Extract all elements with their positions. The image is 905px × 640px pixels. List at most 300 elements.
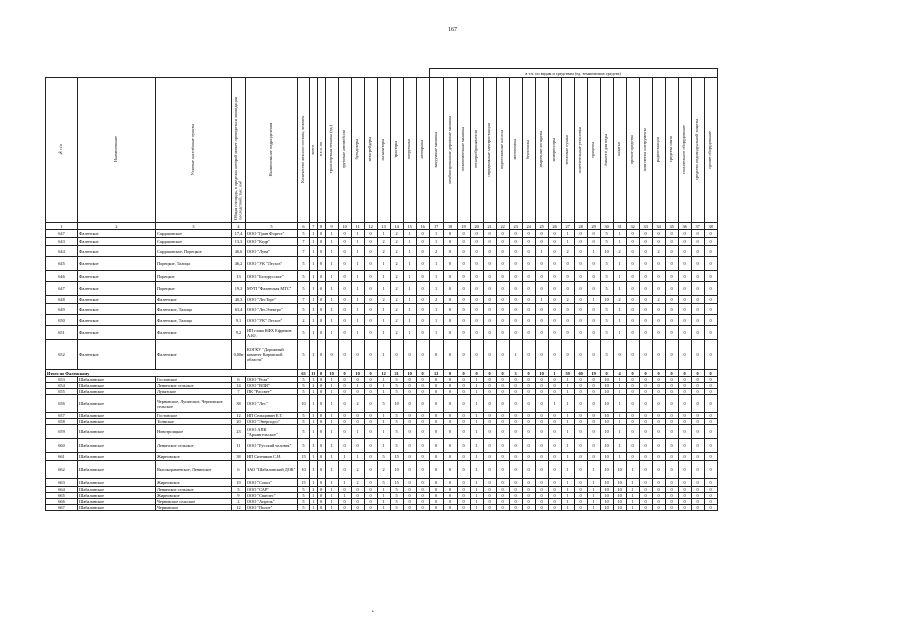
column-header-label: комбинированные дорожные машины bbox=[446, 115, 452, 184]
cell-value: 0 bbox=[652, 395, 665, 413]
cell-value: 0 bbox=[317, 296, 325, 304]
cell-value: 0 bbox=[416, 296, 429, 304]
column-header-3 bbox=[156, 78, 232, 223]
cell-area: 5 bbox=[232, 487, 246, 493]
cell-org: ООО "Грин Форест" bbox=[246, 230, 298, 238]
cell-value: 0 bbox=[443, 453, 457, 461]
cell-value: 0 bbox=[626, 230, 639, 238]
cell-org: ООО "ЛесЭлектро" bbox=[246, 304, 298, 315]
cell-value: 0 bbox=[443, 257, 457, 271]
cell-value: 1 bbox=[351, 453, 364, 461]
cell-value: 0 bbox=[639, 439, 652, 453]
cell-value: 1 bbox=[351, 296, 364, 304]
cell-value: 0 bbox=[548, 383, 561, 389]
cell-value: 5 bbox=[600, 257, 613, 271]
column-header-37 bbox=[691, 78, 704, 223]
cell-value: 0 bbox=[665, 389, 678, 395]
cell-value: 0 bbox=[496, 271, 509, 282]
cell-area: 19 bbox=[232, 479, 246, 487]
table-row bbox=[46, 453, 718, 461]
cell-value: 1 bbox=[351, 246, 364, 257]
cell-name: Шабалинское bbox=[78, 499, 156, 505]
cell-value: 0 bbox=[364, 271, 377, 282]
table-row bbox=[46, 505, 718, 511]
cell-value: 0 bbox=[587, 413, 600, 419]
cell-value: 0 bbox=[548, 479, 561, 487]
cell-n: 647 bbox=[46, 282, 78, 296]
total-value: 10 bbox=[325, 370, 338, 377]
cell-value: 0 bbox=[548, 499, 561, 505]
column-header-18 bbox=[443, 78, 457, 223]
cell-value: 0 bbox=[626, 377, 639, 383]
cell-value: 0 bbox=[338, 304, 351, 315]
cell-area: 20 bbox=[232, 419, 246, 425]
cell-value: 0 bbox=[652, 377, 665, 383]
cell-value: 0 bbox=[338, 439, 351, 453]
column-number: 29 bbox=[587, 223, 600, 230]
cell-value: 0 bbox=[403, 395, 416, 413]
cell-value: 10 bbox=[613, 499, 626, 505]
cell-org: ООО "ЛесТорг" bbox=[246, 296, 298, 304]
column-header-28 bbox=[574, 78, 587, 223]
cell-value: 5 bbox=[390, 493, 403, 499]
column-header-1 bbox=[46, 78, 78, 223]
cell-value: 0 bbox=[678, 271, 691, 282]
column-number: 2 bbox=[78, 223, 156, 230]
cell-value: 0 bbox=[548, 246, 561, 257]
cell-value: 0 bbox=[457, 315, 470, 326]
cell-value: 0 bbox=[403, 479, 416, 487]
cell-value: 0 bbox=[429, 383, 443, 389]
cell-place: Фаленское bbox=[156, 326, 232, 340]
cell-value: 0 bbox=[317, 257, 325, 271]
cell-place: Жирновское bbox=[156, 479, 232, 487]
cell-value: 1 bbox=[310, 340, 318, 370]
cell-value: 5 bbox=[298, 304, 310, 315]
cell-value: 0 bbox=[652, 453, 665, 461]
cell-value: 0 bbox=[691, 282, 704, 296]
cell-value: 1 bbox=[470, 383, 483, 389]
cell-value: 0 bbox=[443, 505, 457, 511]
cell-value: 5 bbox=[390, 389, 403, 395]
cell-value: 0 bbox=[443, 439, 457, 453]
cell-value: 0 bbox=[665, 499, 678, 505]
cell-value: 0 bbox=[704, 439, 717, 453]
cell-value: 0 bbox=[403, 413, 416, 419]
cell-name: Шабалинское bbox=[78, 439, 156, 453]
cell-n: 643 bbox=[46, 238, 78, 246]
cell-value: 0 bbox=[317, 425, 325, 439]
cell-value: 0 bbox=[317, 419, 325, 425]
cell-value: 0 bbox=[390, 340, 403, 370]
column-header-label: тепловые пушки bbox=[564, 134, 570, 165]
cell-value: 15 bbox=[298, 479, 310, 487]
table-row bbox=[46, 340, 718, 370]
cell-value: 0 bbox=[522, 315, 535, 326]
cell-value: 0 bbox=[364, 505, 377, 511]
cell-value: 0 bbox=[443, 246, 457, 257]
cell-value: 0 bbox=[509, 296, 522, 304]
cell-value: 0 bbox=[587, 439, 600, 453]
cell-value: 5 bbox=[298, 383, 310, 389]
cell-value: 2 bbox=[390, 304, 403, 315]
cell-value: 1 bbox=[325, 304, 338, 315]
cell-value: 0 bbox=[691, 505, 704, 511]
cell-value: 1 bbox=[310, 389, 318, 395]
cell-value: 1 bbox=[377, 505, 390, 511]
cell-value: 0 bbox=[704, 461, 717, 479]
cell-area: 63,4 bbox=[232, 304, 246, 315]
cell-value: 0 bbox=[626, 296, 639, 304]
cell-value: 0 bbox=[457, 296, 470, 304]
cell-value: 0 bbox=[364, 296, 377, 304]
cell-value: 1 bbox=[310, 499, 318, 505]
cell-value: 0 bbox=[317, 499, 325, 505]
cell-value: 0 bbox=[704, 271, 717, 282]
cell-value: 0 bbox=[639, 304, 652, 315]
cell-value: 5 bbox=[600, 326, 613, 340]
cell-area: 38 bbox=[232, 453, 246, 461]
cell-value: 0 bbox=[639, 499, 652, 505]
cell-value: 0 bbox=[574, 230, 587, 238]
cell-value: 1 bbox=[310, 439, 318, 453]
cell-value: 0 bbox=[509, 389, 522, 395]
cell-value: 0 bbox=[652, 479, 665, 487]
column-header-label: в т.ч. по bbox=[317, 142, 323, 157]
cell-value: 0 bbox=[626, 453, 639, 461]
cell-value: 1 bbox=[561, 499, 574, 505]
cell-value: 0 bbox=[522, 461, 535, 479]
cell-value: 0 bbox=[691, 419, 704, 425]
cell-value: 1 bbox=[429, 238, 443, 246]
cell-value: 0 bbox=[416, 257, 429, 271]
cell-value: 1 bbox=[377, 257, 390, 271]
cell-value: 2 bbox=[561, 246, 574, 257]
cell-value: 0 bbox=[548, 389, 561, 395]
cell-n: 650 bbox=[46, 315, 78, 326]
cell-value: 0 bbox=[574, 487, 587, 493]
cell-value: 0 bbox=[652, 389, 665, 395]
cell-value: 1 bbox=[613, 413, 626, 419]
cell-n: 658 bbox=[46, 419, 78, 425]
cell-value: 1 bbox=[429, 304, 443, 315]
column-number: 11 bbox=[351, 223, 364, 230]
cell-value: 0 bbox=[535, 230, 548, 238]
total-value: 0 bbox=[600, 370, 613, 377]
cell-value: 0 bbox=[639, 453, 652, 461]
total-value: 10 bbox=[351, 370, 364, 377]
cell-value: 0 bbox=[678, 282, 691, 296]
cell-value: 0 bbox=[665, 326, 678, 340]
cell-name: Фаленское bbox=[78, 230, 156, 238]
cell-value: 0 bbox=[416, 315, 429, 326]
cell-value: 0 bbox=[522, 505, 535, 511]
cell-value: 0 bbox=[443, 304, 457, 315]
cell-value: 1 bbox=[626, 487, 639, 493]
cell-value: 0 bbox=[509, 326, 522, 340]
cell-value: 5 bbox=[600, 238, 613, 246]
column-header-label: бульдозеры bbox=[354, 139, 360, 160]
total-value: 0 bbox=[652, 370, 665, 377]
cell-value: 1 bbox=[325, 493, 338, 499]
total-value: 0 bbox=[691, 370, 704, 377]
cell-value: 0 bbox=[496, 238, 509, 246]
cell-value: 1 bbox=[613, 453, 626, 461]
cell-value: 1 bbox=[325, 257, 338, 271]
column-header-26 bbox=[548, 78, 561, 223]
cell-value: 0 bbox=[364, 461, 377, 479]
cell-value: 1 bbox=[429, 326, 443, 340]
cell-value: 0 bbox=[561, 326, 574, 340]
cell-name: Шабалинское bbox=[78, 453, 156, 461]
cell-value: 0 bbox=[351, 499, 364, 505]
column-header-14 bbox=[390, 78, 403, 223]
cell-value: 1 bbox=[626, 461, 639, 479]
cell-value: 5 bbox=[390, 377, 403, 383]
cell-place: Ленинское сельское bbox=[156, 383, 232, 389]
cell-value: 2 bbox=[390, 282, 403, 296]
cell-value: 0 bbox=[351, 493, 364, 499]
cell-value: 0 bbox=[626, 413, 639, 419]
cell-value: 0 bbox=[483, 246, 496, 257]
cell-value: 0 bbox=[548, 425, 561, 439]
cell-value: 0 bbox=[587, 383, 600, 389]
cell-value: 10 bbox=[600, 383, 613, 389]
cell-value: 1 bbox=[338, 479, 351, 487]
cell-place: Гостовское bbox=[156, 413, 232, 419]
cell-value: 0 bbox=[351, 377, 364, 383]
cell-value: 1 bbox=[325, 230, 338, 238]
cell-org: ИП Ситников С.Н. bbox=[246, 453, 298, 461]
cell-value: 0 bbox=[509, 487, 522, 493]
cell-value: 2 bbox=[390, 326, 403, 340]
cell-value: 0 bbox=[483, 315, 496, 326]
cell-value: 1 bbox=[325, 425, 338, 439]
cell-value: 1 bbox=[310, 505, 318, 511]
cell-value: 1 bbox=[587, 493, 600, 499]
cell-value: 0 bbox=[317, 487, 325, 493]
cell-value: 1 bbox=[310, 326, 318, 340]
cell-value: 5 bbox=[298, 377, 310, 383]
cell-value: 0 bbox=[317, 413, 325, 419]
cell-value: 1 bbox=[626, 479, 639, 487]
cell-value: 0 bbox=[652, 425, 665, 439]
cell-area: 0,00н bbox=[232, 340, 246, 370]
cell-value: 0 bbox=[509, 315, 522, 326]
cell-value: 0 bbox=[338, 505, 351, 511]
column-number: 18 bbox=[443, 223, 457, 230]
cell-value: 0 bbox=[574, 461, 587, 479]
cell-value: 0 bbox=[574, 419, 587, 425]
cell-area: 9 bbox=[232, 493, 246, 499]
cell-value: 0 bbox=[364, 493, 377, 499]
cell-value: 0 bbox=[443, 493, 457, 499]
cell-value: 0 bbox=[351, 505, 364, 511]
cell-value: 0 bbox=[665, 453, 678, 461]
cell-value: 1 bbox=[325, 377, 338, 383]
cell-value: 1 bbox=[470, 389, 483, 395]
cell-value: 0 bbox=[317, 479, 325, 487]
cell-value: 2 bbox=[390, 296, 403, 304]
cell-value: 0 bbox=[443, 479, 457, 487]
cell-value: 0 bbox=[509, 461, 522, 479]
cell-value: 0 bbox=[457, 257, 470, 271]
cell-org: ООО "Белорусское" bbox=[246, 271, 298, 282]
cell-value: 0 bbox=[678, 479, 691, 487]
cell-value: 0 bbox=[574, 257, 587, 271]
cell-value: 0 bbox=[587, 238, 600, 246]
column-number: 7 bbox=[310, 223, 318, 230]
cell-value: 0 bbox=[338, 413, 351, 419]
cell-value: 0 bbox=[678, 461, 691, 479]
cell-value: 1 bbox=[626, 493, 639, 499]
column-header-36 bbox=[678, 78, 691, 223]
cell-name: Фаленское bbox=[78, 271, 156, 282]
cell-value: 1 bbox=[613, 425, 626, 439]
cell-value: 0 bbox=[587, 326, 600, 340]
cell-value: 0 bbox=[691, 493, 704, 499]
cell-value: 0 bbox=[639, 395, 652, 413]
cell-value: 0 bbox=[483, 479, 496, 487]
cell-value: 0 bbox=[470, 238, 483, 246]
cell-value: 0 bbox=[470, 315, 483, 326]
cell-value: 10 bbox=[613, 505, 626, 511]
cell-value: 0 bbox=[317, 282, 325, 296]
cell-value: 0 bbox=[665, 271, 678, 282]
cell-value: 1 bbox=[429, 315, 443, 326]
cell-value: 0 bbox=[338, 246, 351, 257]
cell-value: 1 bbox=[351, 282, 364, 296]
total-value: 21 bbox=[390, 370, 403, 377]
cell-value: 0 bbox=[496, 304, 509, 315]
cell-value: 5 bbox=[390, 425, 403, 439]
total-value: 60 bbox=[574, 370, 587, 377]
cell-name: Шабалинское bbox=[78, 425, 156, 439]
cell-value: 0 bbox=[587, 425, 600, 439]
cell-value: 0 bbox=[535, 257, 548, 271]
cell-value: 0 bbox=[509, 453, 522, 461]
cell-value: 0 bbox=[338, 282, 351, 296]
cell-value: 0 bbox=[317, 340, 325, 370]
table-row bbox=[46, 304, 718, 315]
column-header-24 bbox=[522, 78, 535, 223]
cell-value: 0 bbox=[351, 389, 364, 395]
column-header-label: автокраны bbox=[419, 140, 425, 159]
total-value: 1 bbox=[548, 370, 561, 377]
cell-value: 0 bbox=[416, 230, 429, 238]
cell-value: 0 bbox=[443, 340, 457, 370]
cell-value: 1 bbox=[613, 304, 626, 315]
cell-value: 1 bbox=[310, 282, 318, 296]
cell-value: 0 bbox=[364, 282, 377, 296]
cell-value: 0 bbox=[483, 395, 496, 413]
cell-value: 0 bbox=[652, 230, 665, 238]
cell-value: 0 bbox=[457, 439, 470, 453]
cell-value: 0 bbox=[691, 271, 704, 282]
cell-value: 1 bbox=[325, 238, 338, 246]
column-number: 10 bbox=[338, 223, 351, 230]
cell-value: 1 bbox=[310, 395, 318, 413]
cell-value: 0 bbox=[535, 315, 548, 326]
cell-value: 1 bbox=[403, 257, 416, 271]
cell-value: 0 bbox=[574, 271, 587, 282]
cell-value: 0 bbox=[317, 377, 325, 383]
cell-value: 1 bbox=[587, 505, 600, 511]
cell-n: 659 bbox=[46, 425, 78, 439]
cell-value: 0 bbox=[639, 271, 652, 282]
cell-value: 0 bbox=[483, 461, 496, 479]
cell-value: 10 bbox=[298, 395, 310, 413]
cell-value: 0 bbox=[548, 238, 561, 246]
cell-value: 0 bbox=[364, 257, 377, 271]
cell-value: 1 bbox=[325, 419, 338, 425]
cell-value: 0 bbox=[338, 296, 351, 304]
cell-value: 0 bbox=[483, 499, 496, 505]
cell-value: 2 bbox=[652, 296, 665, 304]
cell-value: 0 bbox=[548, 453, 561, 461]
cell-value: 1 bbox=[325, 315, 338, 326]
cell-n: 666 bbox=[46, 499, 78, 505]
cell-value: 0 bbox=[691, 479, 704, 487]
cell-value: 0 bbox=[457, 413, 470, 419]
cell-value: 0 bbox=[587, 282, 600, 296]
cell-value: 0 bbox=[522, 282, 535, 296]
table-row bbox=[46, 296, 718, 304]
column-header-11 bbox=[351, 78, 364, 223]
cell-value: 1 bbox=[377, 383, 390, 389]
cell-value: 0 bbox=[416, 487, 429, 493]
cell-value: 1 bbox=[325, 479, 338, 487]
total-value: 0 bbox=[483, 370, 496, 377]
total-value: 10 bbox=[403, 370, 416, 377]
cell-value: 0 bbox=[364, 499, 377, 505]
cell-value: 1 bbox=[310, 413, 318, 419]
cell-value: 1 bbox=[429, 282, 443, 296]
cell-org: КОГКУ "Дорожный комитет Кировской области" bbox=[246, 340, 298, 370]
cell-value: 1 bbox=[626, 499, 639, 505]
cell-value: 1 bbox=[548, 395, 561, 413]
cell-n: 667 bbox=[46, 505, 78, 511]
cell-value: 0 bbox=[574, 395, 587, 413]
cell-area: 46,2 bbox=[232, 257, 246, 271]
table-row bbox=[46, 230, 718, 238]
cell-value: 0 bbox=[403, 419, 416, 425]
column-header-label: № п/п bbox=[58, 143, 64, 156]
cell-value: 0 bbox=[639, 377, 652, 383]
cell-value: 0 bbox=[457, 377, 470, 383]
cell-value: 1 bbox=[613, 230, 626, 238]
total-value: 0 bbox=[470, 370, 483, 377]
cell-value: 0 bbox=[457, 419, 470, 425]
cell-value: 0 bbox=[574, 246, 587, 257]
cell-org: ЗАО "Шабалинский ДОК" bbox=[246, 461, 298, 479]
cell-area: 6 bbox=[232, 461, 246, 479]
cell-value: 0 bbox=[364, 479, 377, 487]
cell-area: 23 bbox=[232, 425, 246, 439]
cell-value: 0 bbox=[574, 282, 587, 296]
cell-value: 0 bbox=[691, 377, 704, 383]
cell-value: 1 bbox=[377, 377, 390, 383]
cell-value: 0 bbox=[483, 425, 496, 439]
column-header-label: Наименование подразделения bbox=[268, 122, 274, 177]
cell-value: 1 bbox=[561, 383, 574, 389]
cell-value: 0 bbox=[496, 439, 509, 453]
cell-value: 0 bbox=[351, 439, 364, 453]
cell-value: 0 bbox=[522, 238, 535, 246]
cell-n: 662 bbox=[46, 461, 78, 479]
cell-value: 0 bbox=[443, 377, 457, 383]
cell-value: 0 bbox=[443, 425, 457, 439]
